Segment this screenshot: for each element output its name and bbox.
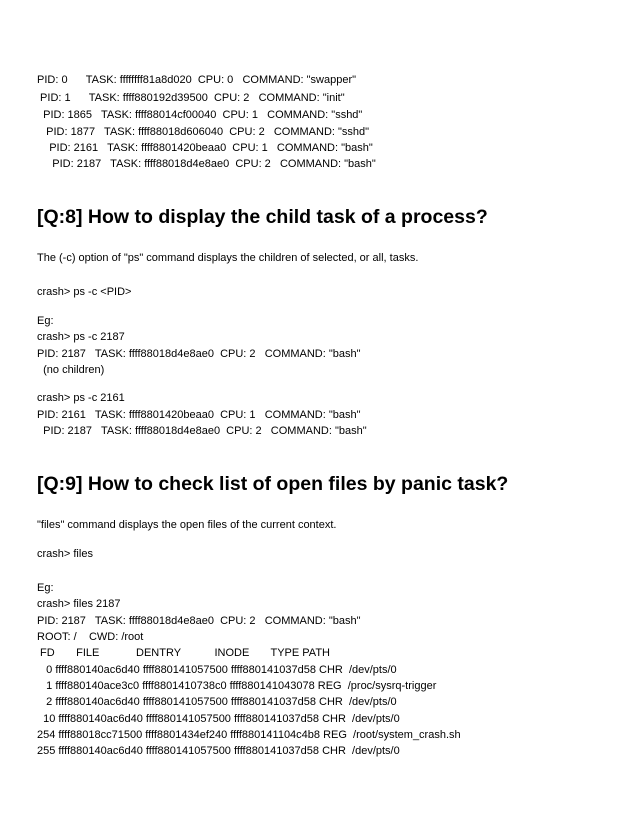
files-table-row: 1 ffff880140ace3c0 ffff8801410738c0 ffff880141043078 REG /proc/sysrq-trigger xyxy=(37,680,437,692)
process-tree-line: PID: 0 TASK: ffffffff81a8d020 CPU: 0 COMMAND: "swapper" xyxy=(37,74,357,86)
files-table-row: 255 ffff880140ac6d40 ffff880141057500 ffff880141037d58 CHR /dev/pts/0 xyxy=(37,745,400,757)
q9-description: "files" command displays the open files of the current context. xyxy=(37,519,337,531)
files-table-row: 10 ffff880140ac6d40 ffff880141057500 ffff880141037d58 CHR /dev/pts/0 xyxy=(37,713,400,725)
process-tree-line: PID: 1 TASK: ffff880192d39500 CPU: 2 COMMAND: "init" xyxy=(37,92,345,104)
code-line: crash> files 2187 xyxy=(37,598,121,610)
files-table-row: 0 ffff880140ac6d40 ffff880141057500 ffff880141037d58 CHR /dev/pts/0 xyxy=(37,664,397,676)
section-heading-q8: [Q:8] How to display the child task of a process? xyxy=(37,206,488,228)
code-line: PID: 2161 TASK: ffff8801420beaa0 CPU: 1 COMMAND: "bash" xyxy=(37,409,361,421)
process-tree-line: PID: 1877 TASK: ffff88018d606040 CPU: 2 COMMAND: "sshd" xyxy=(37,126,370,138)
process-tree-line: PID: 1865 TASK: ffff88014cf00040 CPU: 1 COMMAND: "sshd" xyxy=(37,109,363,121)
process-tree-line: PID: 2187 TASK: ffff88018d4e8ae0 CPU: 2 COMMAND: "bash" xyxy=(37,158,376,170)
code-line: PID: 2187 TASK: ffff88018d4e8ae0 CPU: 2 COMMAND: "bash" xyxy=(37,425,367,437)
code-line: PID: 2187 TASK: ffff88018d4e8ae0 CPU: 2 COMMAND: "bash" xyxy=(37,615,361,627)
files-table-row: 254 ffff88018cc71500 ffff8801434ef240 ffff880141104c4b8 REG /root/system_crash.sh xyxy=(37,729,461,741)
code-line: crash> ps -c 2161 xyxy=(37,392,125,404)
files-table-row: 2 ffff880140ac6d40 ffff880141057500 ffff880141037d58 CHR /dev/pts/0 xyxy=(37,696,397,708)
q8-description: The (-c) option of "ps" command displays the children of selected, or all, tasks. xyxy=(37,252,419,264)
q8-example-label: Eg: xyxy=(37,315,54,327)
q9-syntax: crash> files xyxy=(37,548,93,560)
code-line: PID: 2187 TASK: ffff88018d4e8ae0 CPU: 2 COMMAND: "bash" xyxy=(37,348,361,360)
files-table-header: FD FILE DENTRY INODE TYPE PATH xyxy=(37,647,330,659)
code-line: (no children) xyxy=(37,364,105,376)
process-tree-line: PID: 2161 TASK: ffff8801420beaa0 CPU: 1 COMMAND: "bash" xyxy=(37,142,373,154)
code-line: crash> ps -c 2187 xyxy=(37,331,125,343)
code-line: ROOT: / CWD: /root xyxy=(37,631,144,643)
q9-example-label: Eg: xyxy=(37,582,54,594)
section-heading-q9: [Q:9] How to check list of open files by panic task? xyxy=(37,473,509,495)
q8-syntax: crash> ps -c <PID> xyxy=(37,286,132,298)
